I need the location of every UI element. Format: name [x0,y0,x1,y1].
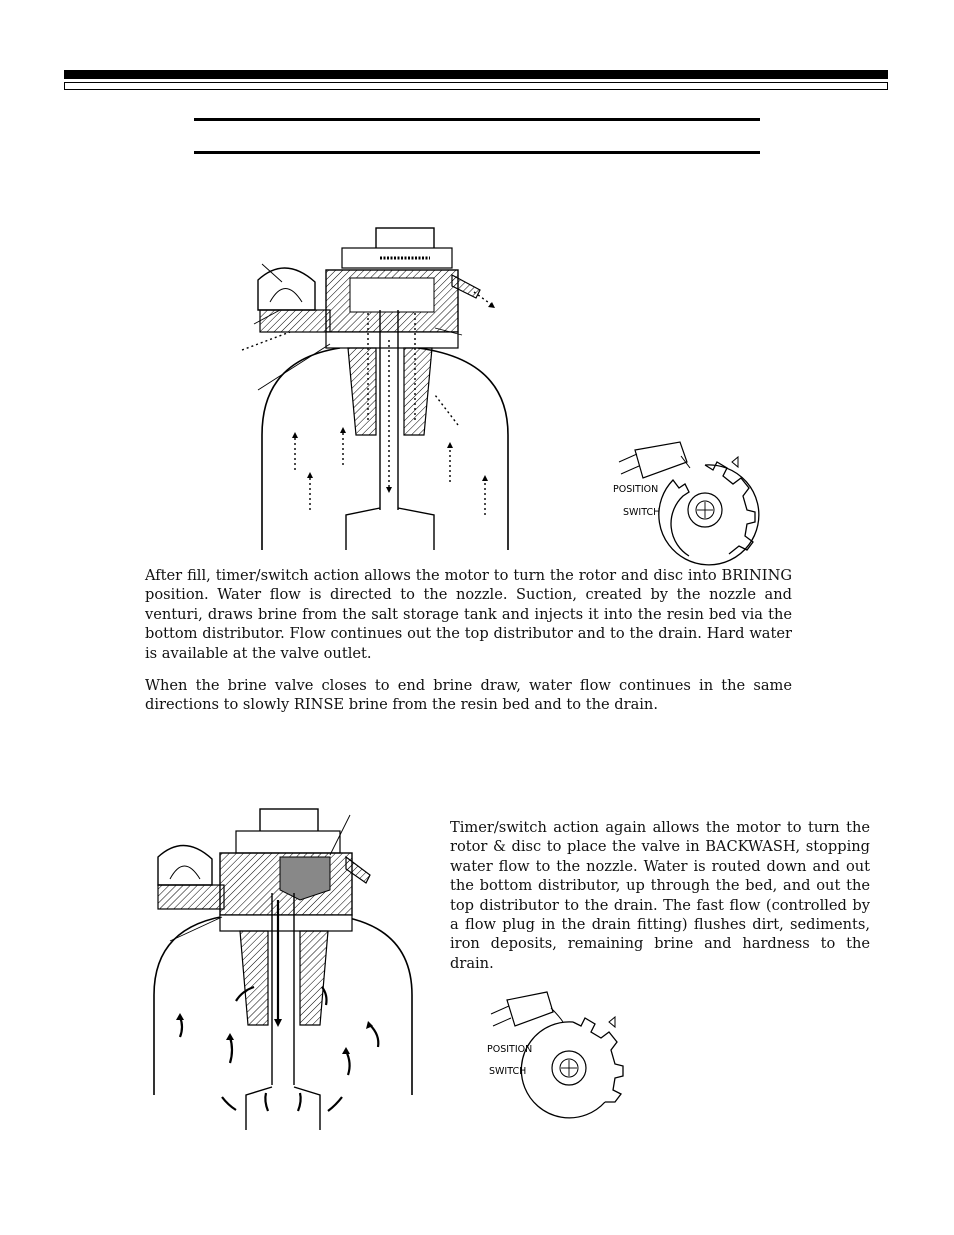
brining-valve-diagram [230,220,530,550]
header-bar-thick [64,70,888,79]
title-rule-bottom [194,151,760,154]
brining-description: After fill, timer/switch action allows the motor to turn the rotor and disc into BRINING position. Water flow is directed to the nozzle. Suction, created by the nozzle and venturi, draws brine from the salt storage tank and injects it into the resin bed via the bottom distributor. Flow continues out the top distributor and to the drain. Hard water is available at the valve outlet. [145,567,792,662]
brining-position-switch [605,440,765,570]
backwash-position-switch [483,990,643,1120]
rinse-description: When the brine valve closes to end brine draw, water flow continues in the same directions to slowly RINSE brine from the resin bed and to the drain. [145,677,792,714]
switch-label: SWITCH [623,507,661,518]
position-label: POSITION [487,1044,533,1055]
switch-label: SWITCH [489,1066,527,1077]
header-bar-outline [64,82,888,90]
position-label: POSITION [613,484,659,495]
backwash-description: Timer/switch action again allows the motor to turn the rotor & disc to place the valve in BACKWASH, stopping water flow to the nozzle. Water is routed down and out the bottom distributor, up through the bed, and out the top distributor to the drain. The fast flow (controlled by a flow plug in the drain fitting) flushes dirt, sediments, iron deposits, remaining brine and hardness to the drain. [450,819,870,972]
title-rule-top [194,118,760,121]
backwash-valve-diagram [150,805,420,1130]
